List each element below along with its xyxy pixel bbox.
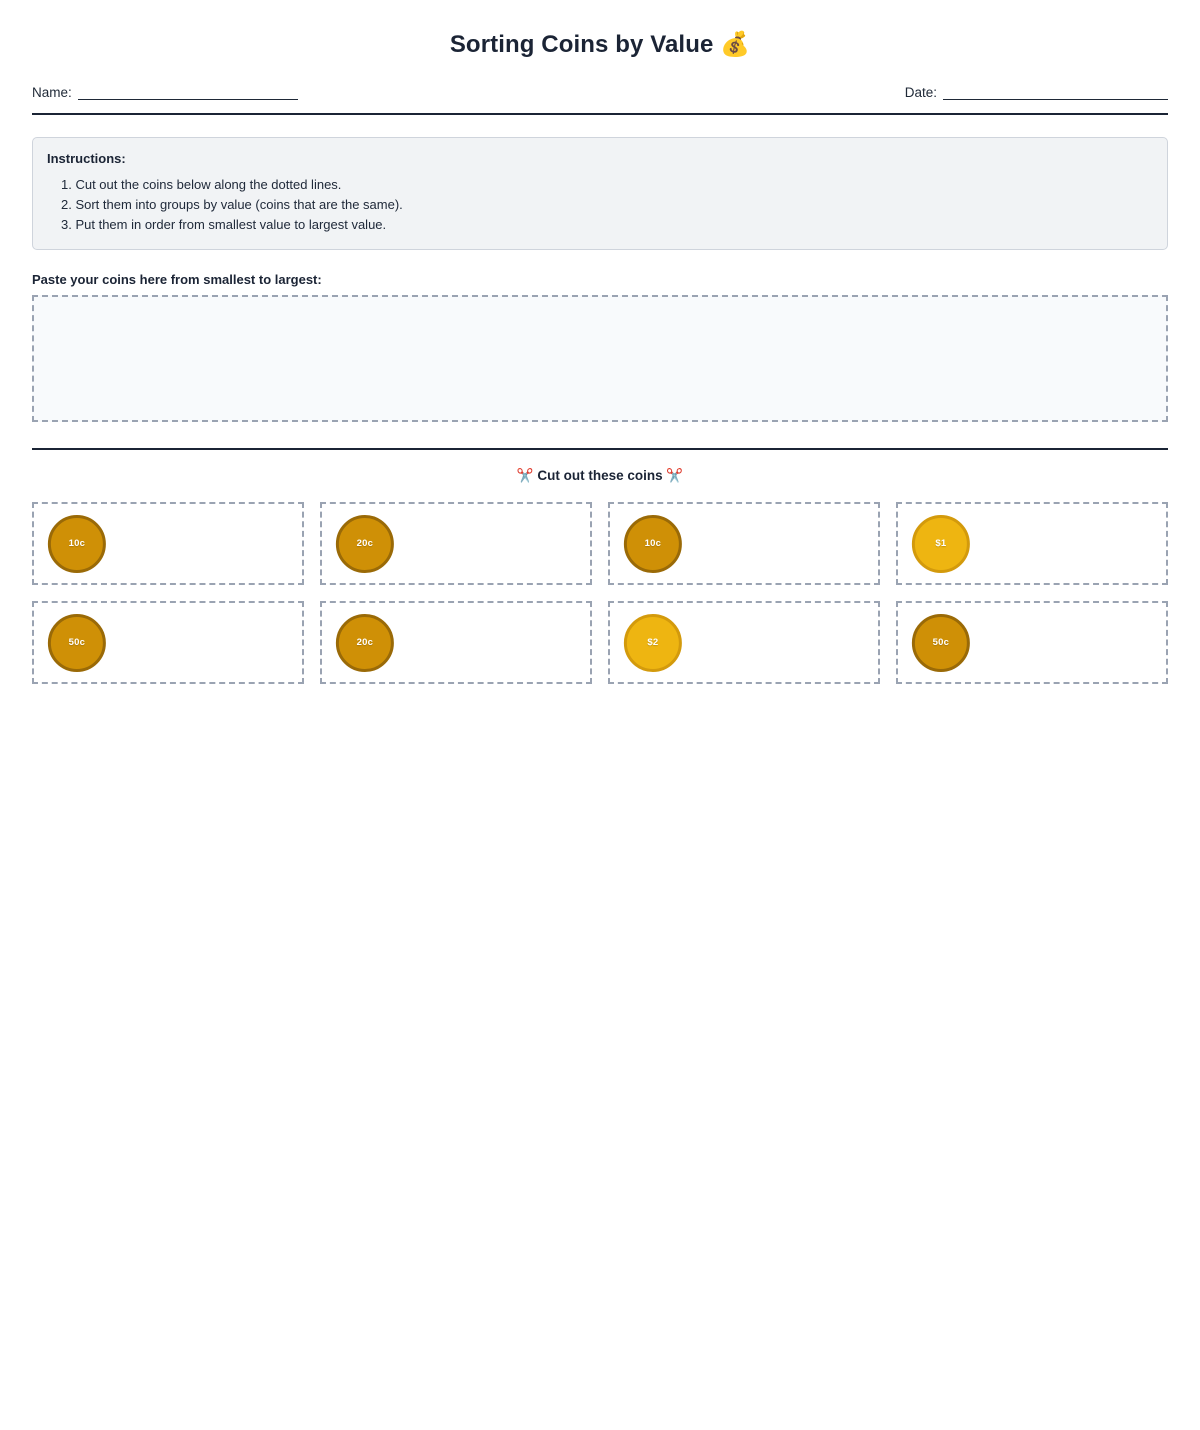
instruction-step-2: 2. Sort them into groups by value (coins that are the same). [61, 197, 403, 212]
coin-token[interactable] [912, 614, 970, 672]
coin-token[interactable] [48, 515, 106, 573]
coin-token[interactable] [48, 614, 106, 672]
instruction-step-3: 3. Put them in order from smallest value to largest value. [61, 217, 387, 232]
coin-value-label: 50c [68, 637, 86, 648]
instruction-step-1: 1. Cut out the coins below along the dotted lines. [61, 177, 342, 192]
coin-slot [519, 515, 787, 573]
coin-value-label: 10c [68, 538, 86, 549]
coin-slot [0, 515, 211, 573]
coin-token[interactable] [336, 614, 394, 672]
date-input-line[interactable] [943, 86, 1168, 100]
name-input-line[interactable] [78, 86, 298, 100]
name-date-row [32, 85, 1168, 100]
name-label: Name: [32, 85, 72, 100]
instructions-heading: Instructions: [47, 151, 126, 166]
date-field-group [905, 85, 1168, 100]
coin-token[interactable] [624, 515, 682, 573]
coin-value-label: 10c [644, 538, 662, 549]
coin-slot [0, 614, 211, 672]
coin-token[interactable] [624, 614, 682, 672]
page-title: Sorting Coins by Value 💰 [449, 31, 751, 58]
header-divider [32, 113, 1168, 115]
coin-value-label: 50c [932, 637, 950, 648]
coin-value-label: 20c [356, 637, 374, 648]
name-field-group [32, 85, 298, 100]
date-label: Date: [904, 85, 937, 100]
coin-slot [807, 515, 1075, 573]
instructions-box [32, 137, 1168, 250]
paste-area-label: Paste your coins here from smallest to largest: [32, 272, 322, 287]
coin-token[interactable] [912, 515, 970, 573]
coin-value-label: 20c [356, 538, 374, 549]
coin-value-label: $2 [647, 637, 659, 648]
cut-section-divider [32, 448, 1168, 450]
coin-slot [519, 614, 787, 672]
coin-cutout-cell[interactable] [896, 502, 1168, 585]
coin-cutout-grid [32, 502, 1168, 684]
worksheet-page [0, 30, 1200, 684]
coin-cutout-cell[interactable] [896, 601, 1168, 684]
cut-section-heading: ✂️ Cut out these coins ✂️ [516, 468, 684, 483]
coin-slot [231, 515, 499, 573]
coin-slot [231, 614, 499, 672]
coin-token[interactable] [336, 515, 394, 573]
coin-value-label: $1 [935, 538, 947, 549]
paste-area-dropzone[interactable] [32, 295, 1168, 422]
coin-slot [807, 614, 1075, 672]
